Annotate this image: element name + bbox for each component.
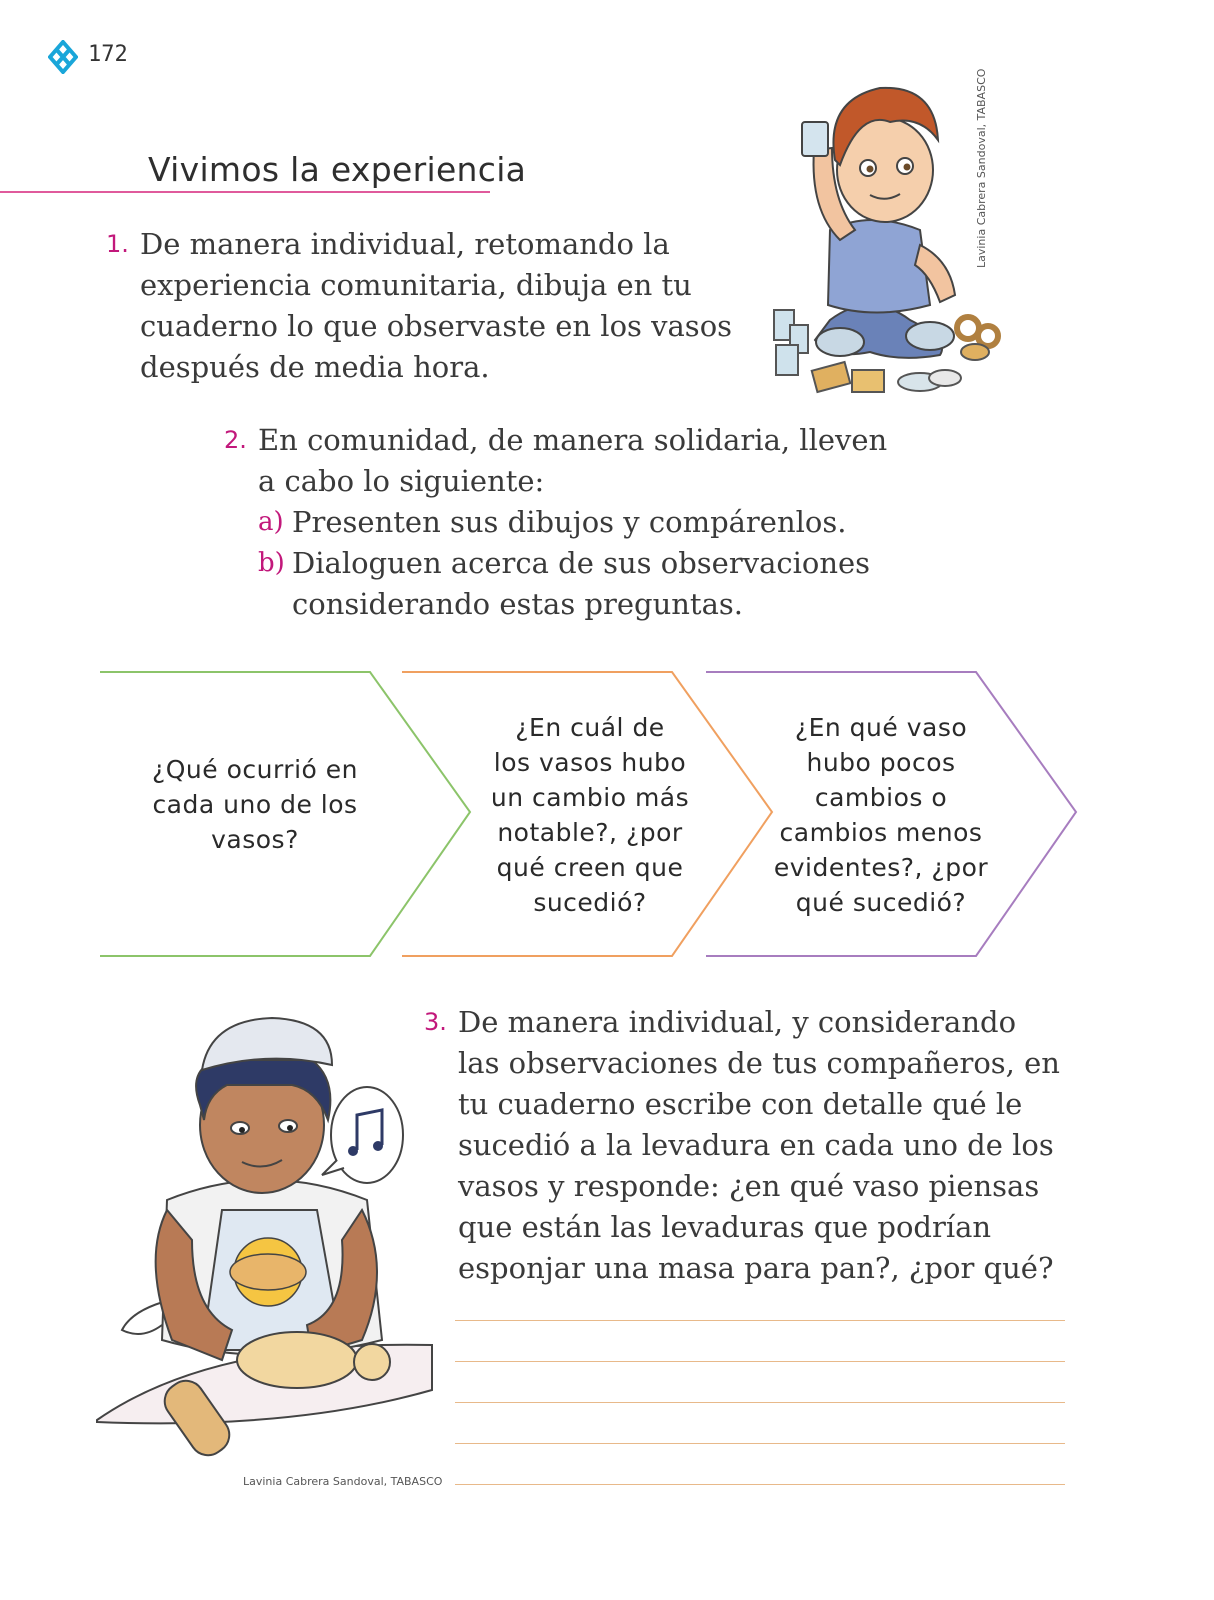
illustration-credit: Lavinia Cabrera Sandoval, TABASCO: [243, 1475, 443, 1488]
text-line: ¿En qué vaso: [794, 713, 968, 742]
text-line: cada uno de los: [152, 790, 358, 819]
activity-item-2: [224, 420, 924, 625]
writing-line[interactable]: [455, 1320, 1065, 1321]
text-line: qué creen que: [496, 853, 684, 882]
writing-line[interactable]: [455, 1402, 1065, 1403]
text-line: En comunidad, de manera solidaria, lleven: [258, 423, 888, 457]
writing-line[interactable]: [455, 1361, 1065, 1362]
text-line: los vasos hubo: [493, 748, 687, 777]
item-number: 1.: [106, 230, 129, 258]
sub-item-letter: a): [258, 507, 284, 537]
question-1: [110, 752, 400, 857]
text-line: sucedió a la levadura en cada uno de los: [458, 1128, 1054, 1162]
illustration-credit: Lavinia Cabrera Sandoval, TABASCO: [975, 68, 988, 268]
text-line: tu cuaderno escribe con detalle qué le: [458, 1087, 1023, 1121]
text-line: De manera individual, y considerando: [458, 1005, 1017, 1039]
text-line: vasos y responde: ¿en qué vaso piensas: [458, 1169, 1040, 1203]
lattice-diamond-icon: [48, 40, 78, 74]
text-line: Presenten sus dibujos y compárenlos.: [292, 505, 847, 539]
text-line: a cabo lo siguiente:: [258, 464, 545, 498]
title-underline: [0, 191, 490, 193]
text-line: experiencia comunitaria, dibuja en tu: [140, 268, 692, 302]
sub-item-letter: b): [258, 548, 285, 578]
item-number: 3.: [424, 1008, 447, 1036]
text-line: De manera individual, retomando la: [140, 227, 670, 261]
page-number: 172: [88, 42, 128, 67]
sub-item-a: [258, 502, 924, 543]
activity-item-3: [424, 1002, 1084, 1289]
sub-item-b: [258, 543, 924, 625]
text-line: ¿Qué ocurrió en: [151, 755, 359, 784]
question-3: [740, 710, 1022, 920]
writing-line[interactable]: [455, 1443, 1065, 1444]
writing-line[interactable]: [455, 1484, 1065, 1485]
text-line: evidentes?, ¿por: [773, 853, 989, 882]
text-line: esponjar una masa para pan?, ¿por qué?: [458, 1251, 1054, 1285]
text-line: un cambio más: [490, 783, 690, 812]
text-line: notable?, ¿por: [497, 818, 683, 847]
text-line: Dialoguen acerca de sus observaciones: [292, 546, 871, 580]
text-line: que están las levaduras que podrían: [458, 1210, 992, 1244]
text-line: cuaderno lo que observaste en los vasos: [140, 309, 733, 343]
text-line: qué sucedió?: [795, 888, 967, 917]
activity-item-1: [106, 224, 746, 388]
baker-kneading-dough-illustration: [92, 1010, 442, 1470]
text-line: las observaciones de tus compañeros, en: [458, 1046, 1060, 1080]
question-2: [440, 710, 740, 920]
text-line: cambios o: [814, 783, 948, 812]
item-number: 2.: [224, 426, 247, 454]
text-line: considerando estas preguntas.: [292, 587, 743, 621]
text-line: vasos?: [211, 825, 299, 854]
text-line: cambios menos: [779, 818, 983, 847]
section-title: Vivimos la experiencia: [148, 150, 527, 189]
text-line: hubo pocos: [806, 748, 956, 777]
boy-with-glasses-and-yeast-illustration: [770, 70, 1010, 400]
text-line: después de media hora.: [140, 350, 490, 384]
text-line: ¿En cuál de: [515, 713, 665, 742]
text-line: sucedió?: [533, 888, 647, 917]
